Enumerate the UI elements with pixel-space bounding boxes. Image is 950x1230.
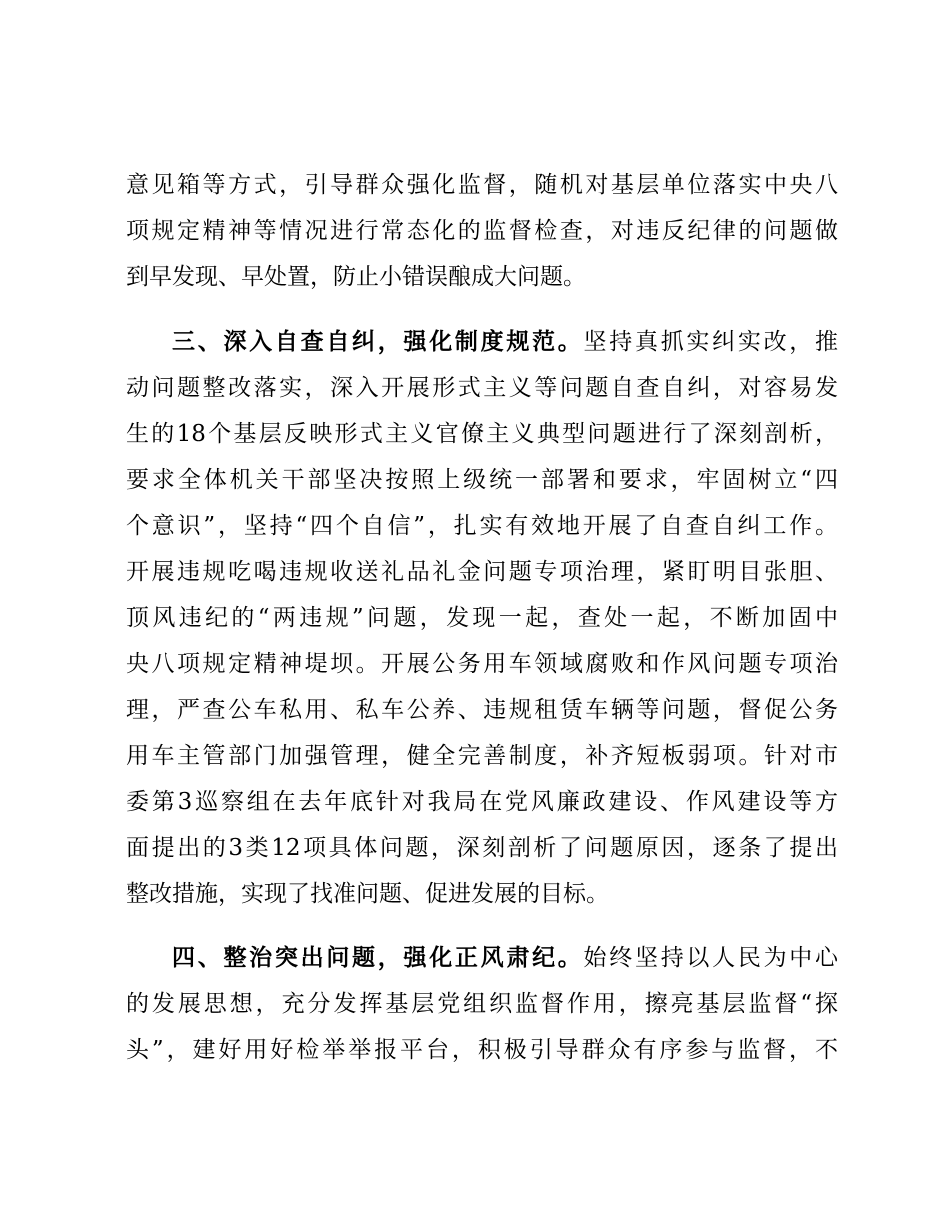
body-text-line: 到早发现、早处置，防止小错误酿成大问题。 bbox=[126, 264, 586, 290]
body-text: 坚持真抓实纠实改，推 bbox=[583, 329, 839, 355]
body-text-line: 动问题整改落实，深入开展形式主义等问题自查自纠，对容易发 bbox=[126, 375, 838, 401]
body-text-line: 理，严查公车私用、私车公养、违规租赁车辆等问题，督促公务 bbox=[126, 697, 838, 723]
body-text-line: 的发展思想，充分发挥基层党组织监督作用，擦亮基层监督“探 bbox=[126, 991, 838, 1017]
body-text-line: 委第3巡察组在去年底针对我局在党风廉政建设、作风建设等方 bbox=[126, 789, 838, 815]
body-text-line: 头”，建好用好检举举报平台，积极引导群众有序参与监督，不 bbox=[126, 1037, 838, 1063]
body-text-line: 整改措施，实现了找准问题、促进发展的目标。 bbox=[126, 881, 609, 907]
body-text-line: 要求全体机关干部坚决按照上级统一部署和要求，牢固树立“四 bbox=[126, 467, 838, 493]
section-heading: 三、深入自查自纠，强化制度规范。 bbox=[172, 329, 584, 355]
body-text: 始终坚持以人民为中心 bbox=[583, 945, 839, 971]
paragraph-first-line bbox=[172, 938, 838, 978]
body-text-line: 顶风违纪的“两违规”问题，发现一起，查处一起，不断加固中 bbox=[126, 605, 838, 631]
body-text-line: 央八项规定精神堤坝。开展公务用车领域腐败和作风问题专项治 bbox=[126, 651, 838, 677]
body-text-line: 生的18个基层反映形式主义官僚主义典型问题进行了深刻剖析， bbox=[126, 421, 838, 447]
paragraph-first-line bbox=[172, 322, 838, 362]
body-text-line: 面提出的3类12项具体问题，深刻剖析了问题原因，逐条了提出 bbox=[126, 835, 838, 861]
body-text-line: 意见箱等方式，引导群众强化监督，随机对基层单位落实中央八 bbox=[126, 172, 838, 198]
body-text-line: 用车主管部门加强管理，健全完善制度，补齐短板弱项。针对市 bbox=[126, 743, 838, 769]
body-text-line: 个意识”，坚持“四个自信”，扎实有效地开展了自查自纠工作。 bbox=[126, 513, 838, 539]
body-text-line: 项规定精神等情况进行常态化的监督检查，对违反纪律的问题做 bbox=[126, 218, 838, 244]
section-heading: 四、整治突出问题，强化正风肃纪。 bbox=[172, 945, 584, 971]
body-text-line: 开展违规吃喝违规收送礼品礼金问题专项治理，紧盯明目张胆、 bbox=[126, 559, 838, 585]
